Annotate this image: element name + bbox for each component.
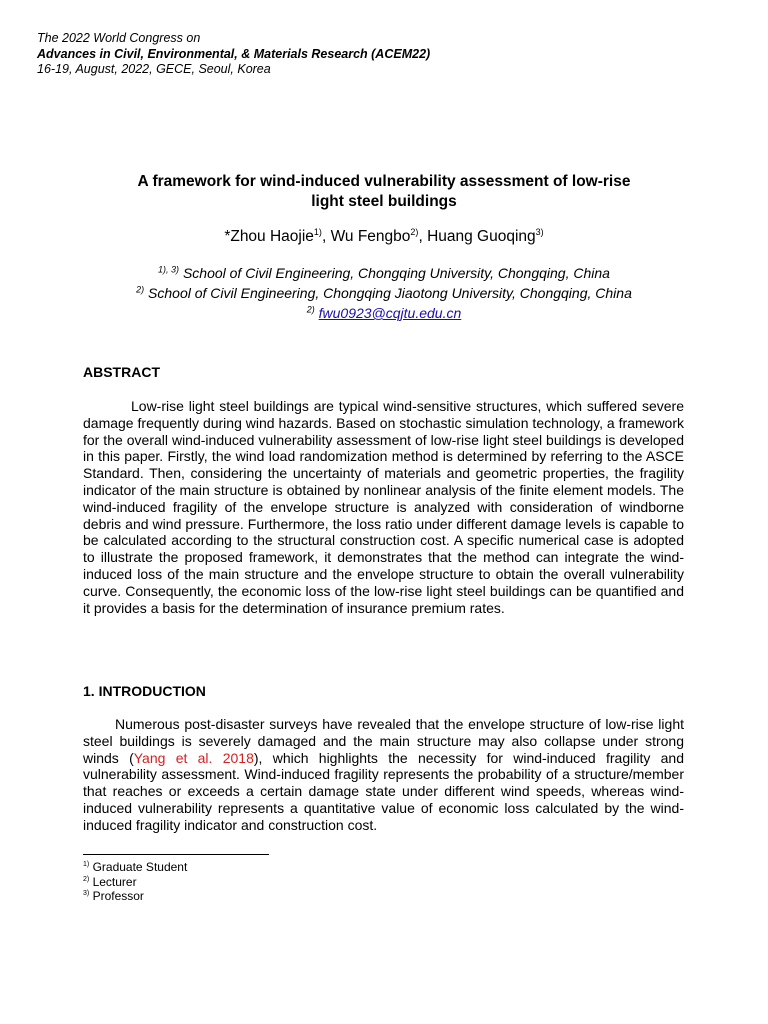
author-name-3: Huang Guoqing [427,228,536,245]
contact-email-line [40,305,728,321]
abstract-paragraph [83,398,684,616]
footnotes [83,860,187,904]
author-list [60,228,708,246]
conference-header [37,31,430,78]
affiliation-1-mark: 1), 3) [158,264,180,275]
footnote-2 [83,875,187,890]
author-name-1: *Zhou Haojie [224,228,314,245]
conference-line-2: Advances in Civil, Environmental, & Materials Research (ACEM22) [37,46,431,61]
abstract-text: Low-rise light steel buildings are typical wind-sensitive structures, which suffered severe damage frequently during wind hazards. Based on stochastic simulation technology, a framework for the overall wind-induced vulnerability assessment of low-rise light steel buildings is developed in this paper. Firstly, the wind load randomization method is determined by referring to the ASCE Standard. Then, considering the uncertainty of materials and geometric properties, the fragility indicator of the main structure is obtained by nonlinear analysis of the finite element models. The wind-induced fragility of the envelope structure is analyzed with consideration of windborne debris and wind pressure. Furthermore, the loss ratio under different damage levels is capable to be calculated according to the structural construction cost. A specific numerical case is adopted to illustrate the proposed framework, it demonstrates that the method can integrate the wind-induced loss of the main structure and the envelope structure to obtain the overall vulnerability curve. Consequently, the economic loss of the low-rise light steel buildings can be quantified and it provides a basis for the determination of insurance premium rates. [83,398,684,616]
footnote-1 [83,860,187,875]
footnote-3 [83,889,187,904]
citation-link[interactable]: Yang et al. 2018 [133,749,254,766]
title-line-2: light steel buildings [311,192,457,210]
affiliation-1-text: School of Civil Engineering, Chongqing University, Chongqing, China [179,265,610,281]
author-name-2: Wu Fengbo [330,228,411,245]
introduction-heading: 1. INTRODUCTION [83,683,206,699]
author-sep-2: , [418,228,428,245]
intro-text-before: Numerous post-disaster surveys have revealed that the envelope structure of low-rise light steel buildings is severely damaged and the main structure may also collapse under strong winds ( [83,716,684,766]
email-mark: 2) [306,304,315,315]
author-mark-1: 1) [313,226,322,237]
conference-line-3: 16-19, August, 2022, GECE, Seoul, Korea [37,62,271,76]
affiliation-1 [40,265,728,281]
author-mark-2: 2) [410,226,419,237]
email-link[interactable]: fwu0923@cqjtu.edu.cn [318,305,462,321]
paper-title [60,172,708,211]
footnote-1-text: Graduate Student [89,860,188,874]
footnote-2-mark: 2) [83,875,90,883]
footnote-2-text: Lecturer [89,874,137,889]
author-sep-1: , [321,228,331,245]
author-mark-3: 3) [535,226,544,237]
abstract-heading: ABSTRACT [83,364,160,380]
footnote-3-mark: 3) [83,890,90,897]
conference-line-1: The 2022 World Congress on [37,31,201,45]
affiliation-2-text: School of Civil Engineering, Chongqing Jiaotong University, Chongqing, China [144,285,632,301]
introduction-paragraph [83,716,684,834]
footnote-3-text: Professor [89,889,144,903]
footnote-divider [83,854,269,855]
footnote-1-mark: 1) [83,861,90,868]
intro-text-after: ), which highlights the necessity for wind-induced fragility and vulnerability assessment. Wind-induced fragility represents the probability of a structure/member that reaches or exceeds a certain damage state under different wind speeds, whereas wind-induced vulnerability represents a quantitative value of economic loss calculated by the wind-induced fragility indicator and construction cost. [83,749,684,833]
affiliation-2 [40,285,728,301]
affiliation-2-mark: 2) [136,284,145,295]
title-line-1: A framework for wind-induced vulnerability assessment of low-rise [137,173,631,190]
